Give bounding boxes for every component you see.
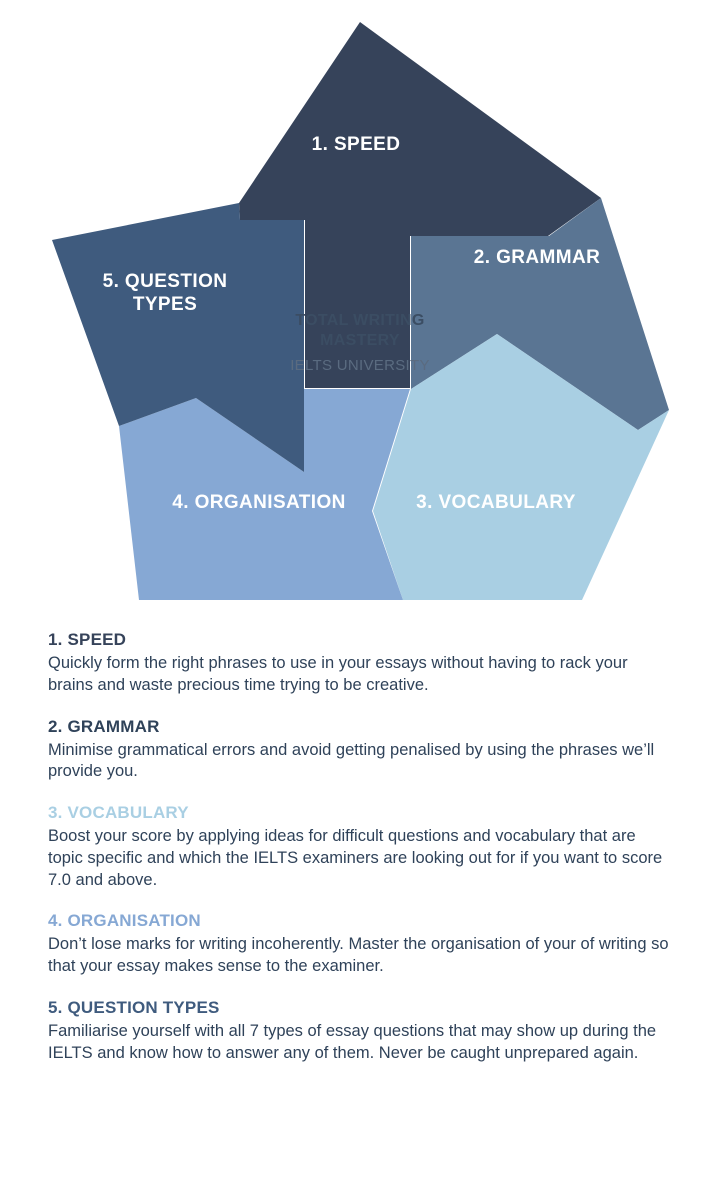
center-subtitle: IELTS UNIVERSITY <box>290 357 430 374</box>
list-item-speed <box>48 630 672 697</box>
item-title-speed: 1. SPEED <box>48 630 127 649</box>
segment-label-grammar: 2. GRAMMAR <box>473 247 601 268</box>
item-body-vocabulary: Boost your score by applying ideas for difficult questions and vocabulary that are topic specific and which the IELTS examiners are looking out for if you want to score 7.0 and above. <box>48 827 663 889</box>
list-item-question-types <box>48 998 672 1065</box>
item-body-grammar: Minimise grammatical errors and avoid getting penalised by using the phrases we’ll provide you. <box>48 740 655 781</box>
segment-label-question-types-line2: TYPES <box>132 294 198 315</box>
segment-label-question-types-line1: 5. QUESTION <box>102 271 228 292</box>
center-title-line1: TOTAL WRITING <box>295 312 425 329</box>
item-title-vocabulary: 3. VOCABULARY <box>48 803 189 823</box>
center-title-line2: MASTERY <box>320 332 400 349</box>
list-item-grammar <box>48 717 672 784</box>
description-list <box>0 620 720 1064</box>
list-item-vocabulary <box>48 803 672 891</box>
item-body-speed: Quickly form the right phrases to use in your essays without having to rack your brains and waste precious time trying to be creative. <box>48 654 628 694</box>
item-title-grammar: 2. GRAMMAR <box>48 716 160 736</box>
item-title-organisation: 4. ORGANISATION <box>48 911 201 931</box>
list-item-organisation <box>48 911 672 978</box>
item-body-question-types: Familiarise yourself with all 7 types of essay questions that may show up during the IELTS and know how to answer any of them. Never be caught unprepared again. <box>48 1021 657 1062</box>
segment-label-vocabulary: 3. VOCABULARY <box>416 492 576 513</box>
item-title-question-types: 5. QUESTION TYPES <box>48 997 220 1017</box>
segment-label-organisation: 4. ORGANISATION <box>172 492 346 513</box>
item-body-organisation: Don’t lose marks for writing incoherently. Master the organisation of your of writing so that your essay makes sense to the examiner. <box>48 935 669 976</box>
segment-label-speed: 1. SPEED <box>311 134 401 155</box>
